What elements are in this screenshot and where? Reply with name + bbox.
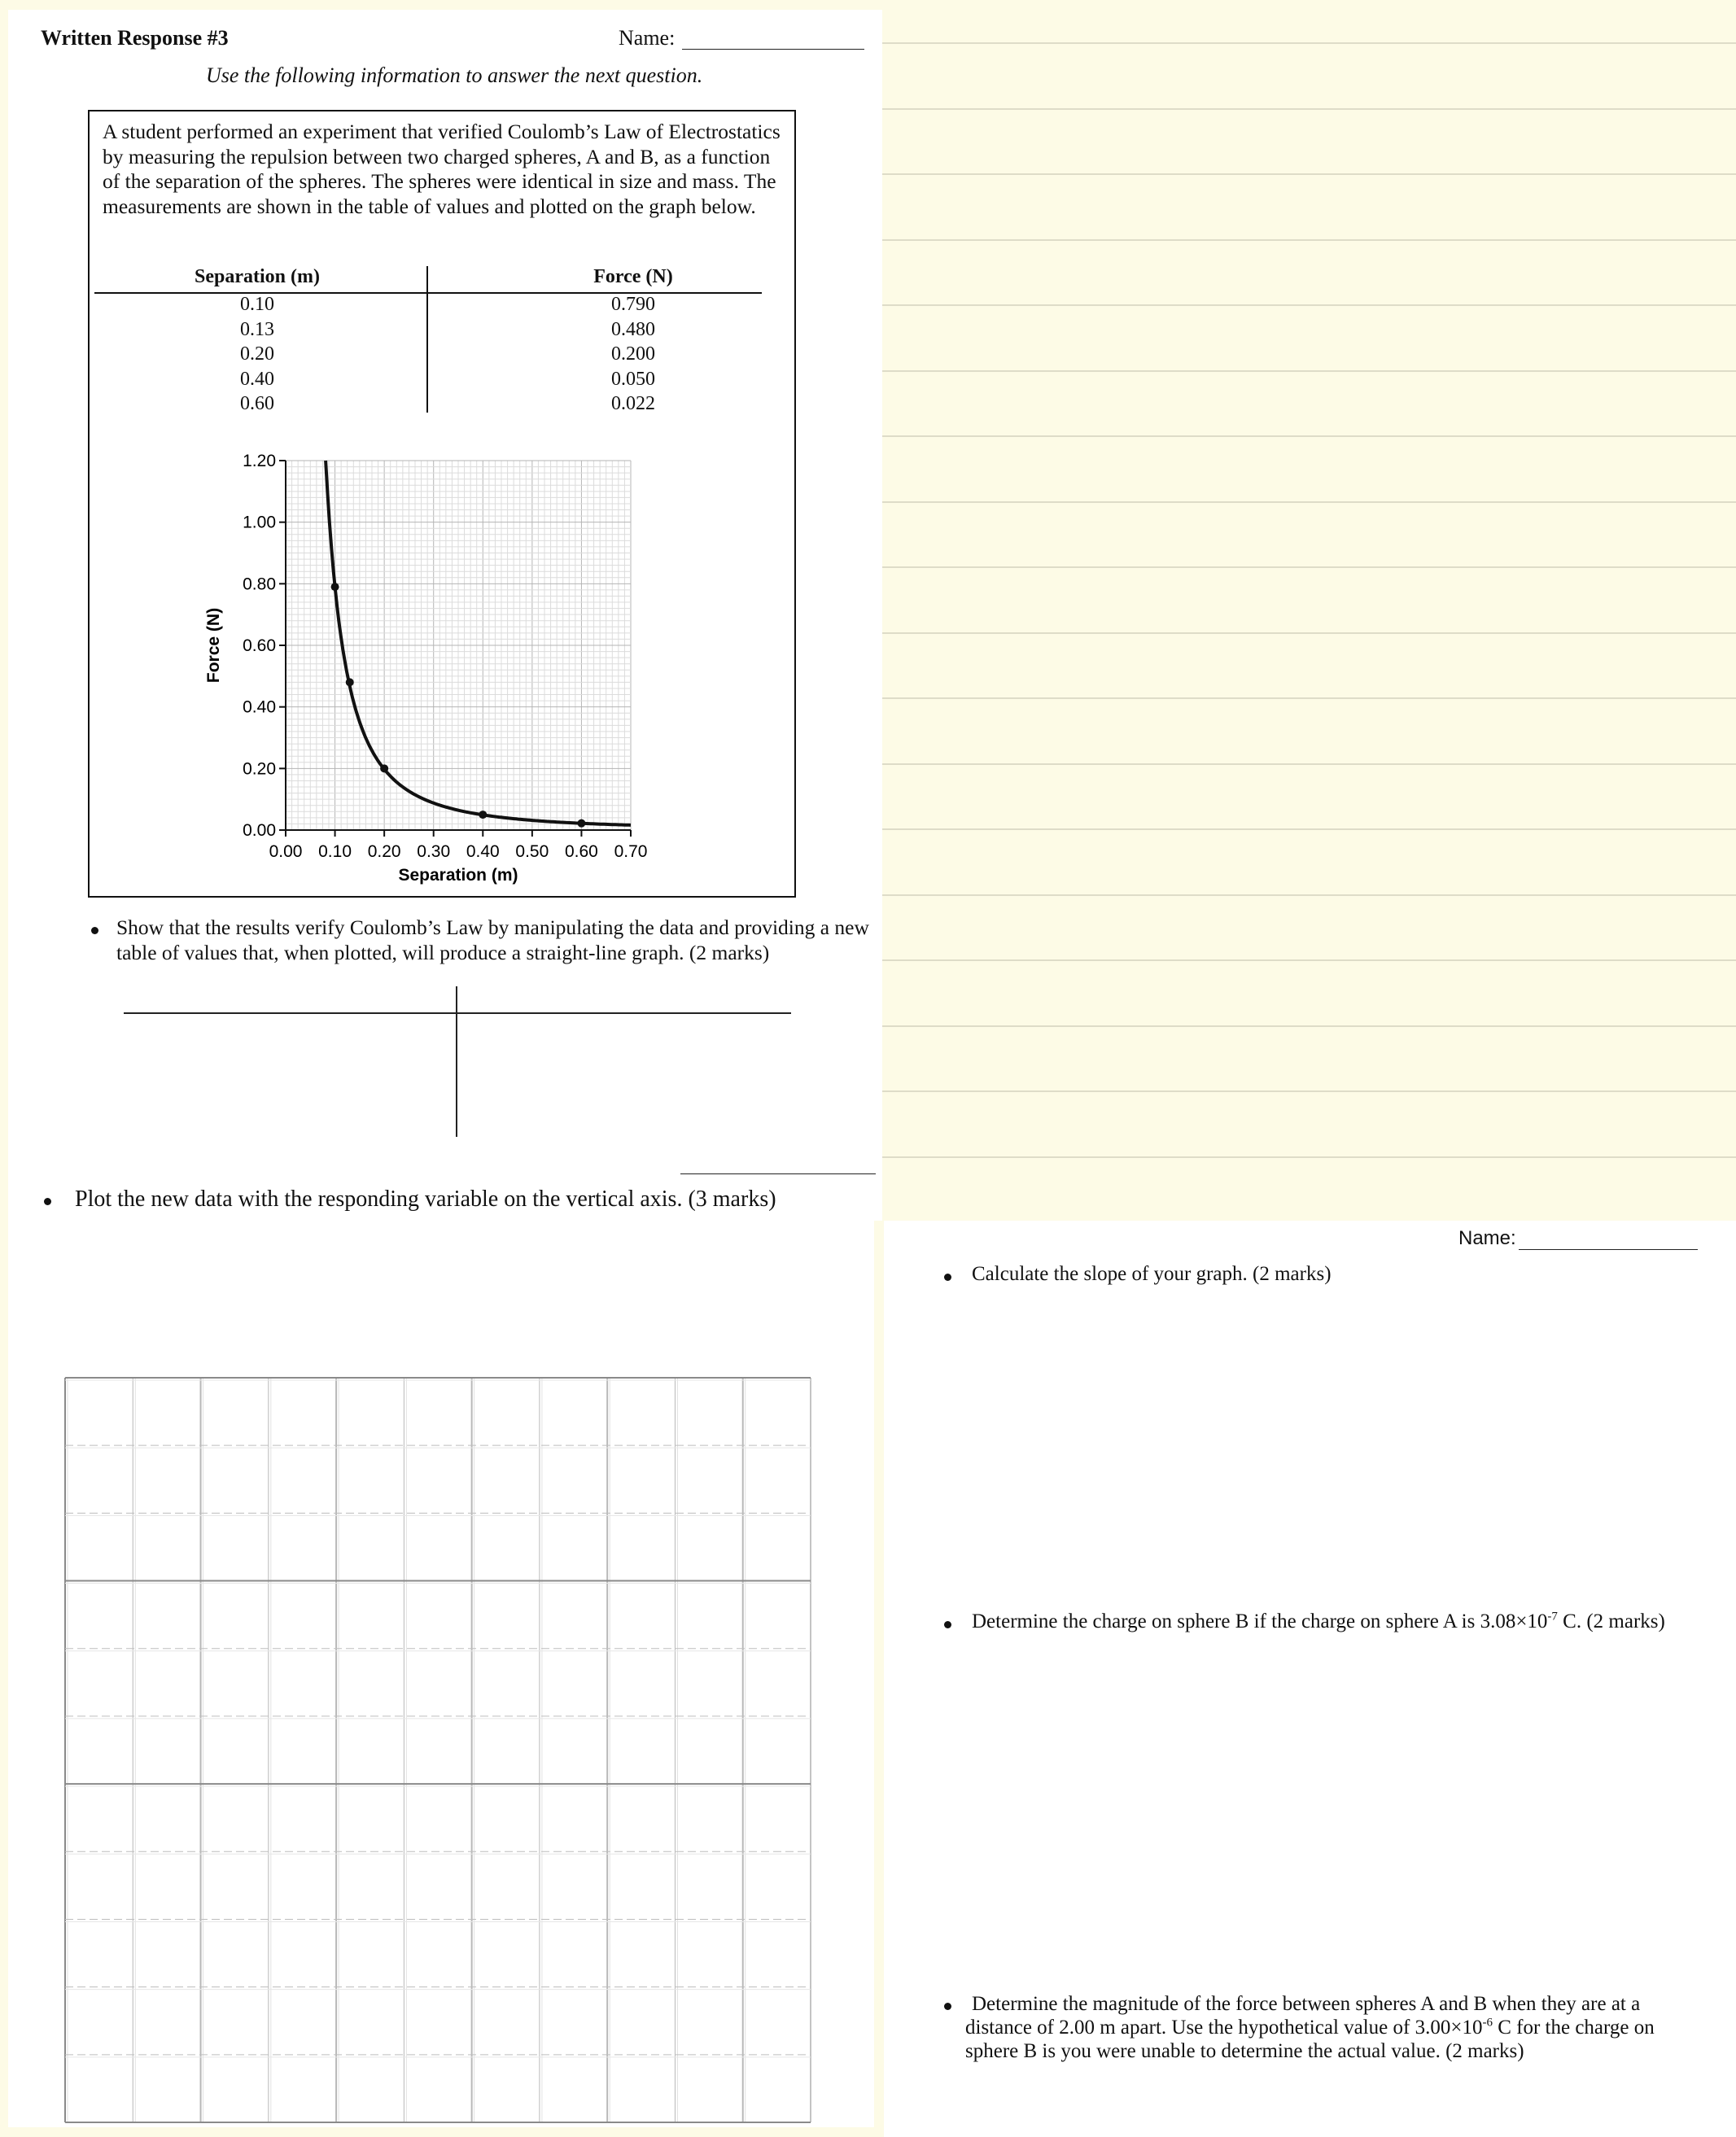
question-text: Determine the magnitude of the force between spheres A and B when they are at a distance of 2.00 m apart. Use the hypothetical value of 3.00×10	[965, 1993, 1641, 2039]
y-tick-label: 1.00	[243, 513, 276, 532]
y-tick-label: 0.40	[243, 697, 276, 717]
ruled-line	[881, 304, 1736, 306]
ruled-notebook-background	[881, 0, 1736, 1221]
answer-table-header-line	[124, 1012, 791, 1014]
graph-paper-page	[8, 1221, 874, 2127]
data-point	[577, 819, 585, 828]
ruled-line	[881, 239, 1736, 241]
ruled-line	[881, 108, 1736, 110]
x-tick-label: 0.70	[614, 842, 648, 861]
fit-curve	[326, 461, 631, 825]
force-vs-separation-chart	[90, 111, 794, 896]
bullet-icon	[91, 927, 98, 934]
ruled-line	[881, 1025, 1736, 1027]
x-tick-label: 0.60	[564, 842, 598, 861]
question-manipulate-data: Show that the results verify Coulomb’s Law by manipulating the data and providing a new table of values that, when plotted, will produce a straight-line graph. (2 marks)	[116, 916, 869, 964]
name-field-right[interactable]	[1519, 1249, 1698, 1250]
table-cell: 0.480	[611, 318, 655, 340]
question-text: Determine the charge on sphere B if the charge on sphere A is 3.08×10	[972, 1610, 1548, 1632]
instructions-text: Use the following information to answer the next question.	[206, 63, 703, 87]
x-tick-label: 0.20	[367, 842, 401, 861]
bullet-icon	[944, 1274, 951, 1281]
data-point	[479, 811, 487, 819]
data-point	[380, 764, 388, 772]
table-cell: 0.050	[611, 368, 655, 390]
ruled-line	[881, 828, 1736, 830]
exponent: -6	[1482, 2016, 1493, 2030]
ruled-line	[881, 501, 1736, 503]
information-box	[88, 110, 796, 898]
x-tick-label: 0.00	[269, 842, 303, 861]
name-label: Name:	[619, 26, 676, 50]
y-tick-label: 0.60	[243, 636, 276, 655]
table-header-force: Force (N)	[593, 266, 673, 287]
table-cell: 0.13	[240, 318, 274, 340]
y-tick-label: 0.80	[243, 575, 276, 594]
x-tick-label: 0.40	[466, 842, 500, 861]
information-paragraph: A student performed an experiment that verified Coulomb’s Law of Electrostatics by measuring the repulsion between two charged spheres, A and B, as a function of the separation of the spheres. The spheres were identical in size and mass. The measurements are shown in the table of values and plotted on the graph below.	[103, 120, 781, 218]
data-point	[331, 583, 339, 591]
bullet-icon	[944, 2003, 951, 2010]
bullet-icon	[44, 1198, 51, 1205]
name-field[interactable]	[682, 49, 864, 50]
question-text: C. (2 marks)	[1557, 1610, 1665, 1632]
worksheet-title: Written Response #3	[41, 26, 229, 50]
table-cell: 0.40	[240, 368, 274, 390]
ruled-line	[881, 697, 1736, 699]
y-axis-label: Force (N)	[204, 607, 223, 684]
table-cell: 0.790	[611, 294, 655, 315]
question-slope: Calculate the slope of your graph. (2 marks)	[972, 1263, 1332, 1285]
x-tick-label: 0.30	[417, 842, 451, 861]
ruled-line	[881, 370, 1736, 372]
question-plot-data: Plot the new data with the responding variable on the vertical axis. (3 marks)	[75, 1186, 776, 1212]
answer-table-column-line	[456, 986, 457, 1137]
table-header-separation: Separation (m)	[195, 266, 320, 287]
answer-line	[680, 1173, 876, 1174]
x-tick-label: 0.50	[515, 842, 549, 861]
x-axis-label: Separation (m)	[398, 866, 518, 885]
ruled-line	[881, 566, 1736, 568]
table-cell: 0.10	[240, 294, 274, 315]
y-tick-label: 1.20	[243, 452, 276, 470]
data-point	[346, 678, 354, 686]
question-charge-sphere-b	[972, 1610, 1665, 1633]
question-force-magnitude	[965, 1992, 1698, 2063]
ruled-line	[881, 632, 1736, 634]
x-tick-label: 0.10	[318, 842, 352, 861]
ruled-line	[881, 173, 1736, 175]
question-text: C for the charge on sphere B is you were unable to determine the actual value. (2 marks)	[965, 2017, 1655, 2062]
ruled-line	[881, 1156, 1736, 1158]
blank-plot-grid[interactable]	[8, 1221, 874, 2127]
table-cell: 0.60	[240, 393, 274, 414]
y-tick-label: 0.00	[243, 821, 276, 840]
table-cell: 0.200	[611, 343, 655, 365]
ruled-line	[881, 1090, 1736, 1092]
ruled-line	[881, 435, 1736, 437]
ruled-line	[881, 894, 1736, 896]
ruled-line	[881, 763, 1736, 765]
y-tick-label: 0.20	[243, 759, 276, 779]
exponent: -7	[1547, 1610, 1558, 1624]
name-label-right: Name:	[1458, 1227, 1516, 1249]
table-cell: 0.20	[240, 343, 274, 365]
bullet-icon	[944, 1621, 951, 1628]
table-cell: 0.022	[611, 393, 655, 414]
ruled-line	[881, 959, 1736, 961]
ruled-line	[881, 42, 1736, 44]
